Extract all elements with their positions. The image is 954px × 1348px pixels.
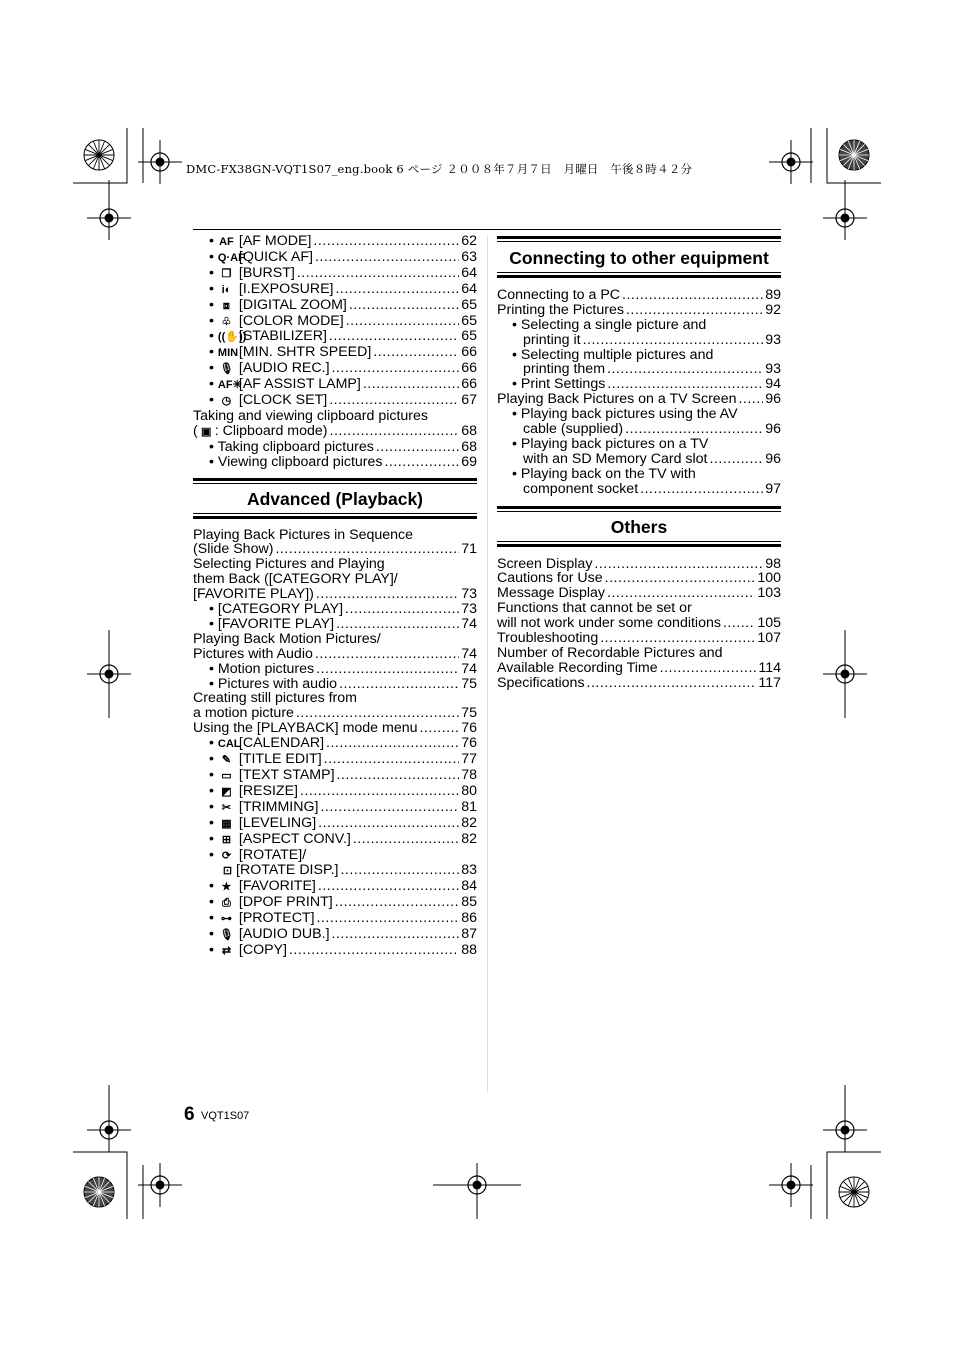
playback-menu-list [193,736,477,847]
toc-entry[interactable]: Printing the Pictures ..... 92 [497,303,781,318]
toc-entry[interactable]: • i◐ [I.EXPOSURE] ..... 64 [193,282,477,298]
motion-items [193,662,477,692]
text-stamp-icon: ▭ [221,770,232,782]
toc-entry[interactable]: Playing Back Motion Pictures/ [193,630,381,647]
toc-entry[interactable]: Cautions for Use ..... 100 [497,571,781,586]
toc-entry[interactable]: • Selecting multiple pictures and [512,346,714,363]
toc-entry[interactable]: Available Recording Time ..... 114 [497,661,781,676]
toc-entry[interactable]: • ♧ [COLOR MODE] ..... 65 [193,314,477,330]
section-title-connecting: Connecting to other equipment [509,248,769,268]
toc-entry[interactable]: • AF [AF MODE] ..... 62 [193,234,477,250]
toc-entry[interactable]: will not work under some conditions ..... 105 [497,616,781,631]
clock-icon: ◷ [221,395,232,408]
toc-entry[interactable]: • ⧈ [DIGITAL ZOOM] ..... 65 [193,298,477,314]
toc-entry[interactable]: printing them ..... 93 [497,362,781,377]
toc-entry: them Back ([CATEGORY PLAY]/ [193,571,398,588]
burst-icon: ❐ [221,267,232,280]
section-rule [193,483,477,484]
min-shutter-icon: MIN [217,347,239,360]
toc-entry[interactable]: with an SD Memory Card slot ..... 96 [497,452,781,467]
toc-entry[interactable]: • ▦ [LEVELING] ..... 82 [193,816,477,832]
camera-menu-list [193,234,477,409]
top-rule [193,229,781,230]
title-edit-icon: ✎ [221,754,232,767]
toc-entry[interactable]: (Slide Show) ..... 71 [193,542,477,557]
microphone-icon: 🎙 [219,363,234,376]
toc-entry[interactable]: Functions that cannot be set or [497,600,692,617]
toc-entry[interactable]: Number of Recordable Pictures and [497,644,723,661]
toc-entry[interactable]: Connecting to a PC ..... 89 [497,288,781,303]
leveling-icon: ▦ [221,817,232,830]
toc-entry[interactable]: printing it ..... 93 [497,333,781,348]
toc-entry[interactable]: • ✎ [TITLE EDIT] ..... 77 [193,752,477,768]
toc-entry[interactable]: • ◩ [RESIZE] ..... 80 [193,784,477,800]
toc-entry[interactable]: • [FAVORITE PLAY] ..... 74 [193,617,477,632]
section-title-advanced: Advanced (Playback) [246,488,424,509]
af-mode-icon: AF [219,236,234,248]
calendar-icon: CAL [217,738,241,751]
toc-entry[interactable]: • Q·AF [QUICK AF] ..... 63 [193,250,477,266]
digital-zoom-icon: ⧈ [222,299,230,312]
toc-entry[interactable]: [FAVORITE PLAY]) ..... 73 [193,587,477,602]
section-rule [497,511,781,512]
toc-entry[interactable]: Pictures with Audio ..... 74 [193,647,477,662]
rotate-disp-icon: ⊡ [222,865,233,878]
rotate-icon: ⟳ [221,849,232,862]
print-header: DMC-FX38GN-VQT1S07_eng.book 6 ページ ２００８年７月７日 月曜日 午後８時４２分 [186,162,693,176]
toc-entry[interactable]: • ▭ [TEXT STAMP] ..... 78 [193,768,477,784]
protect-icon: ⊶ [220,913,232,926]
toc-entry[interactable]: a motion picture ..... 75 [193,706,477,721]
toc-entry[interactable]: Screen Display ..... 98 [497,557,781,572]
section-title-others: Others [610,516,668,537]
toc-entry[interactable]: component socket ..... 97 [497,482,781,497]
quick-af-icon: Q·AF [217,251,245,264]
left-column [193,234,477,959]
toc-entry[interactable]: Selecting Pictures and Playing [193,556,385,573]
dpof-print-icon: ⎙ [222,897,231,910]
stabilizer-icon: ((✋)) [217,331,247,344]
clipboard-icon: ▣ [201,425,212,438]
toc-entry[interactable]: Creating still pictures from [193,690,357,707]
resize-icon: ◩ [221,785,232,798]
toc-entry[interactable]: Troubleshooting ..... 107 [497,631,781,646]
toc-entry[interactable]: • ⊞ [ASPECT CONV.] ..... 82 [193,832,477,848]
toc-entry[interactable]: • Taking clipboard pictures ..... 68 [193,440,477,455]
i-exposure-icon: i◐ [221,283,232,296]
toc-entry[interactable]: • ★ [FAVORITE] ..... 84 [193,879,477,895]
toc-entry[interactable]: • ◷ [CLOCK SET] ..... 67 [193,393,477,409]
toc-entry[interactable]: Playing Back Pictures on a TV Screen ..... 96 [497,392,781,407]
toc-entry[interactable]: • ⊶ [PROTECT] ..... 86 [193,911,477,927]
toc-entry[interactable]: • AF✳ [AF ASSIST LAMP] ..... 66 [193,377,477,393]
right-column [497,236,781,691]
toc-entry[interactable]: • Viewing clipboard pictures ..... 69 [193,455,477,470]
toc-entry[interactable]: Taking and viewing clipboard pictures [193,407,429,424]
page-number: 6 [184,1104,195,1125]
toc-entry[interactable]: • ⎙ [DPOF PRINT] ..... 85 [193,895,477,911]
toc-entry[interactable]: Playing Back Pictures in Sequence [193,526,414,543]
toc-entry[interactable]: Using the [PLAYBACK] mode menu ..... 76 [193,721,477,736]
playback-menu-list-2 [193,879,477,959]
toc-entry[interactable]: Message Display ..... 103 [497,586,781,601]
toc-entry[interactable]: • ✂ [TRIMMING] ..... 81 [193,800,477,816]
toc-entry[interactable]: ⊡ [ROTATE DISP.] ..... 83 [193,863,477,879]
toc-entry[interactable]: • Playing back pictures on a TV [512,435,709,452]
clipboard-items [193,440,477,470]
toc-entry[interactable]: • CAL [CALENDAR] ..... 76 [193,736,477,752]
af-assist-icon: AF✳ [217,379,242,392]
toc-entry[interactable]: • Playing back pictures using the AV [512,406,738,423]
toc-entry[interactable]: cable (supplied) ..... 96 [497,422,781,437]
audio-dub-icon: 🎙 [219,929,234,942]
favorite-icon: ★ [221,881,232,894]
toc-entry[interactable]: • Print Settings ..... 94 [497,377,781,392]
toc-entry[interactable]: • ⟳ [ROTATE]/ [209,846,307,863]
copy-icon: ⇄ [221,944,232,957]
toc-entry[interactable]: • ((✋)) [STABILIZER] ..... 65 [193,329,477,345]
color-mode-icon: ♧ [221,315,232,328]
column-divider [487,236,488,1092]
toc-entry[interactable]: • Playing back on the TV with [512,465,696,482]
document-code: VQT1S07 [201,1110,250,1122]
toc-entry[interactable]: • ⇄ [COPY] ..... 88 [193,943,477,959]
toc-entry[interactable]: • MIN [MIN. SHTR SPEED] ..... 66 [193,345,477,361]
others-list [497,557,781,602]
toc-entry[interactable]: • [CATEGORY PLAY] ..... 73 [193,602,477,617]
toc-entry[interactable]: • ❐ [BURST] ..... 64 [193,266,477,282]
select-items [193,602,477,632]
toc-entry[interactable]: • Motion pictures ..... 74 [193,662,477,677]
toc-entry[interactable]: Specifications ..... 117 [497,676,781,691]
toc-entry[interactable]: • Pictures with audio ..... 75 [193,677,477,692]
toc-entry[interactable]: • 🎙 [AUDIO DUB.] ..... 87 [193,927,477,943]
toc-entry[interactable]: ( ▣ : Clipboard mode) ..... 68 [193,424,477,440]
aspect-conv-icon: ⊞ [221,833,232,846]
trimming-icon: ✂ [221,801,232,814]
section-rule [497,241,781,242]
toc-entry[interactable]: • Selecting a single picture and [512,316,707,333]
toc-entry[interactable]: • 🎙 [AUDIO REC.] ..... 66 [193,361,477,377]
